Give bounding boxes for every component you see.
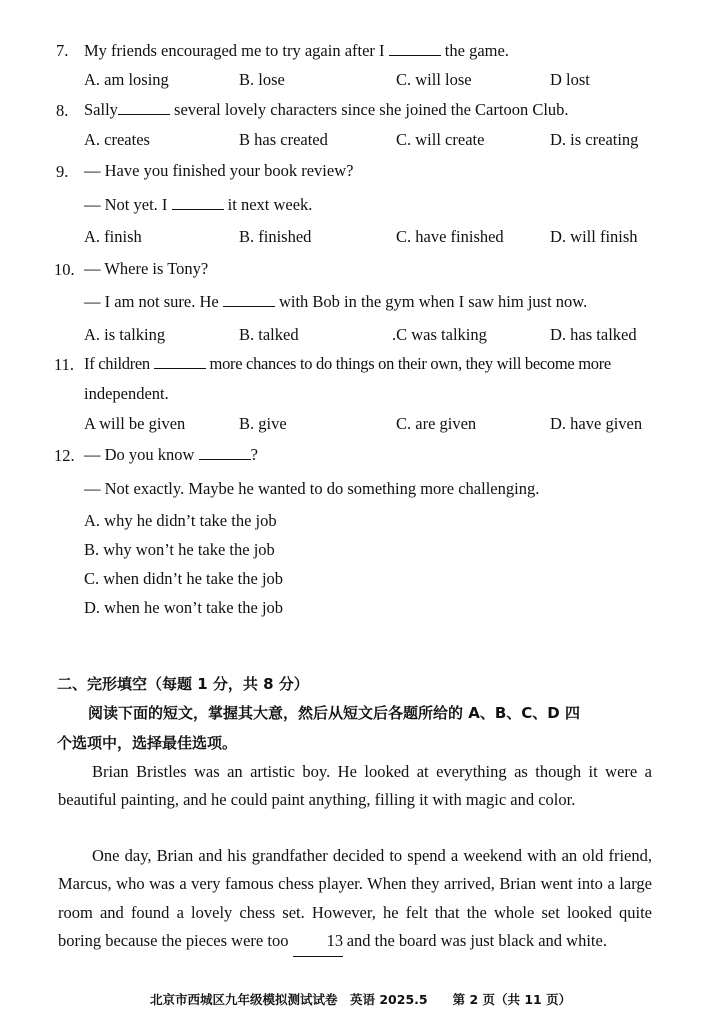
question-number: 10. (54, 260, 75, 279)
stem-text: ? (250, 445, 258, 464)
answer-blank (223, 292, 275, 307)
passage-paragraph-2 (58, 842, 652, 957)
question-number: 8. (56, 101, 69, 120)
dialogue-line-2: — Not exactly. Maybe he wanted to do something more challenging. (84, 479, 540, 498)
answer-blank (172, 195, 224, 210)
stem-text: — Not yet. I (84, 195, 168, 214)
option-d: D. is creating (550, 130, 639, 149)
option-c: C. will lose (396, 70, 472, 89)
option-c: C. have finished (396, 227, 504, 246)
stem-text: Sally (84, 100, 118, 119)
option-b: B has created (239, 130, 328, 149)
section-instruction-continued: 个选项中，选择最佳选项。 (57, 734, 238, 752)
answer-blank (199, 445, 251, 460)
dialogue-line-1 (84, 445, 258, 465)
passage-paragraph-1: Brian Bristles was an artistic boy. He looked at everything as though it were a beautiful painting, and he could paint anything, filling it with magic and color. (58, 762, 652, 810)
stem-text: it next week. (227, 195, 313, 214)
option-c: C. are given (396, 414, 477, 433)
dialogue-line-2 (84, 195, 312, 215)
stem-text: — I am not sure. He (84, 292, 219, 311)
stem-text: My friends encouraged me to try again after I (84, 41, 385, 60)
stem-text: If children (84, 354, 150, 373)
question-stem-continued: independent. (84, 384, 169, 403)
question-stem (84, 41, 509, 61)
option-b: B. talked (239, 325, 299, 344)
passage-text: One day, Brian and his grandfather decided to spend a weekend with an old friend, Marcus, who was a very famous chess player. When they arrived, Brian went into a large room and found a lovely chess set. However, he felt that the whole set looked quite boring because the pieces were too (58, 846, 652, 951)
option-c: .C was talking (392, 325, 487, 344)
question-number: 7. (56, 41, 69, 60)
stem-text: — Do you know (84, 445, 195, 464)
page-footer: 北京市西城区九年级模拟测试试卷 英语 2025.5 第 2 页（共 11 页） (150, 992, 572, 1007)
stem-text: the game. (444, 41, 509, 60)
option-a: A. is talking (84, 325, 166, 344)
option-a: A. finish (84, 227, 142, 246)
option-c: C. when didn’t he take the job (84, 569, 284, 588)
option-a: A. am losing (84, 70, 169, 89)
option-d: D. will finish (550, 227, 638, 246)
dialogue-line-1: — Where is Tony? (84, 259, 209, 278)
question-stem (84, 100, 569, 120)
option-d: D. when he won’t take the job (84, 598, 284, 617)
question-stem (84, 354, 611, 374)
question-number: 11. (54, 355, 75, 374)
question-number: 12. (54, 446, 75, 465)
dialogue-line-2 (84, 292, 587, 312)
option-d: D. has talked (550, 325, 637, 344)
section-heading: 二、完形填空（每题 1 分，共 8 分） (57, 675, 309, 693)
stem-text: more chances to do things on their own, they will become more (209, 354, 611, 373)
option-b: B. lose (239, 70, 285, 89)
option-b: B. finished (239, 227, 312, 246)
cloze-blank: 13 (293, 927, 343, 956)
stem-text: several lovely characters since she joined the Cartoon Club. (174, 100, 569, 119)
dialogue-line-1: — Have you finished your book review? (84, 161, 354, 180)
option-b: B. why won’t he take the job (84, 540, 275, 559)
section-instruction: 阅读下面的短文，掌握其大意，然后从短文后各题所给的 A、B、C、D 四 (88, 704, 580, 722)
option-a: A. why he didn’t take the job (84, 511, 277, 530)
option-a: A. creates (84, 130, 150, 149)
answer-blank (118, 100, 170, 115)
answer-blank (154, 354, 206, 369)
option-a: A will be given (84, 414, 186, 433)
option-c: C. will create (396, 130, 485, 149)
option-d: D lost (550, 70, 590, 89)
option-b: B. give (239, 414, 287, 433)
stem-text: with Bob in the gym when I saw him just now. (278, 292, 588, 311)
answer-blank (389, 41, 441, 56)
passage-text: and the board was just black and white. (346, 931, 607, 951)
option-d: D. have given (550, 414, 643, 433)
question-number: 9. (56, 162, 69, 181)
